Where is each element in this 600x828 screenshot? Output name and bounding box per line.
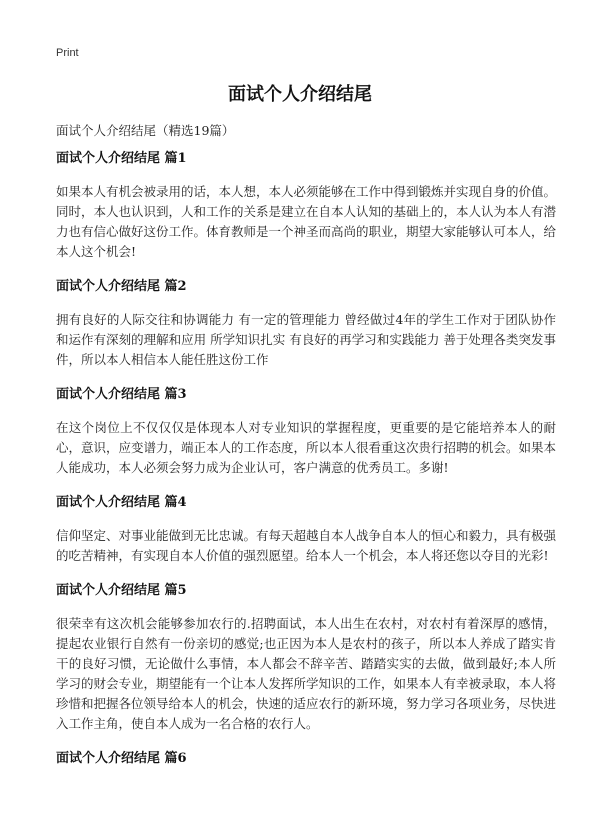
print-link[interactable]: Print	[56, 47, 79, 59]
section-1	[56, 150, 556, 262]
section-2	[56, 278, 556, 370]
section-4	[56, 494, 556, 566]
section-paragraph: 拥有良好的人际交往和协调能力 有一定的管理能力 曾经做过4年的学生工作对于团队协作和运作有深刻的理解和应用 所学知识扎实 有良好的再学习和实践能力 善于处理各类突发事件，所以本人相信本人能任胜这份工作	[56, 312, 556, 367]
section-paragraph: 在这个岗位上不仅仅仅是体现本人对专业知识的掌握程度，更重要的是它能培养本人的耐心，意识，应变谱力，端正本人的工作态度，所以本人很看重这次贵行招聘的机会。如果本人能成功，本人必须会努力成为企业认可，客户满意的优秀员工。多谢!	[56, 420, 557, 475]
document-subtitle: 面试个人介绍结尾（精选19篇）	[56, 123, 235, 138]
section-heading: 面试个人介绍结尾 篇2	[56, 279, 187, 294]
section-5	[56, 582, 556, 734]
section-heading: 面试个人介绍结尾 篇1	[56, 151, 187, 166]
section-6	[56, 750, 556, 768]
page-title: 面试个人介绍结尾	[228, 84, 372, 105]
section-heading: 面试个人介绍结尾 篇3	[56, 387, 187, 402]
section-paragraph: 如果本人有机会被录用的话，本人想，本人必须能够在工作中得到锻炼并实现自身的价值。同时，本人也认识到，人和工作的关系是建立在自本人认知的基础上的，本人认为本人有潜力也有信心做好这份工作。体育教师是一个神圣而高尚的职业，期望大家能够认可本人，给本人这个机会!	[56, 184, 557, 259]
section-paragraph: 很荣幸有这次机会能够参加农行的.招聘面试，本人出生在农村，对农村有着深厚的感情，提起农业银行自然有一份亲切的感觉;也正因为本人是农村的孩子，所以本人养成了踏实肯干的良好习惯，无论做什么事情，本人都会不辞辛苦、踏踏实实的去做，做到最好;本人所学习的财会专业，期望能有一个让本人发挥所学知识的工作，如果本人有幸被录取，本人将珍惜和把握各位领导给本人的机会，快速的适应农行的新环境，努力学习各项业务，尽快进入工作主角，使自本人成为一名合格的农行人。	[56, 616, 557, 731]
section-heading: 面试个人介绍结尾 篇4	[56, 495, 187, 510]
section-paragraph: 信仰坚定、对事业能做到无比忠诚。有每天超越自本人战争自本人的恒心和毅力，具有极强的吃苦精神，有实现自本人价值的强烈愿望。给本人一个机会，本人将还您以夺目的光彩!	[56, 528, 557, 563]
section-3	[56, 386, 556, 478]
section-heading: 面试个人介绍结尾 篇5	[56, 583, 187, 598]
section-heading: 面试个人介绍结尾 篇6	[56, 751, 187, 766]
document-body	[56, 150, 556, 784]
